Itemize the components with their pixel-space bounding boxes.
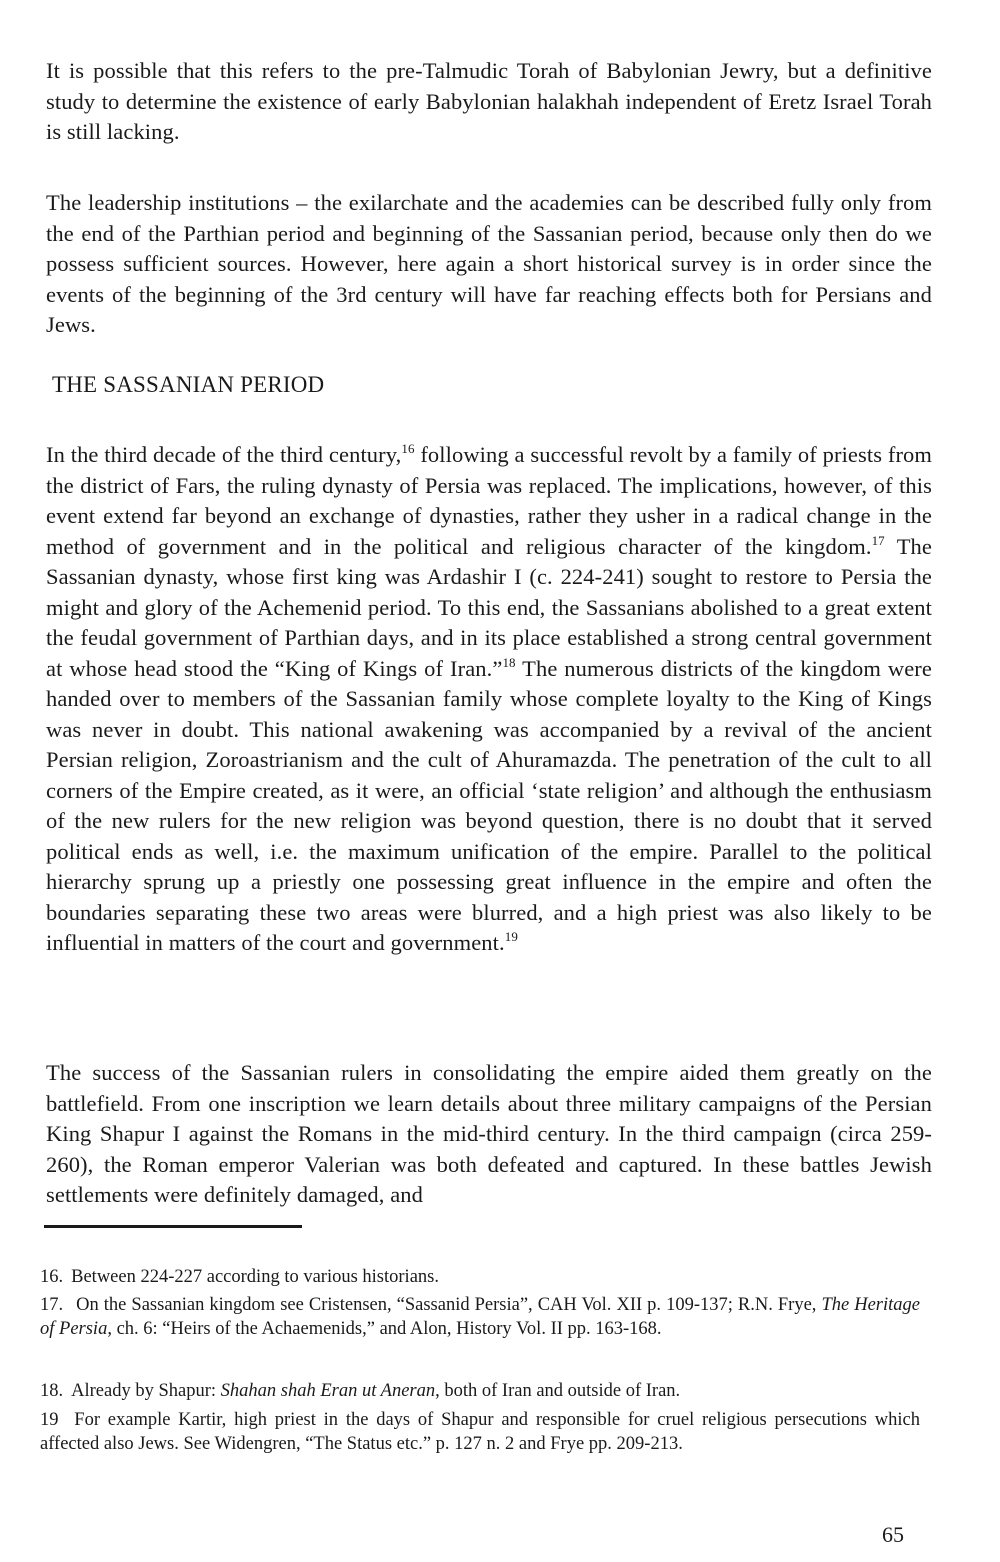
footnote-number: 17. bbox=[40, 1295, 64, 1315]
footnote-ref-16[interactable]: 16 bbox=[401, 441, 415, 456]
section-heading: THE SASSANIAN PERIOD bbox=[52, 372, 325, 397]
paragraph-sassanian-dynasty bbox=[46, 440, 932, 959]
footnote-text: , both of Iran and outside of Iran. bbox=[435, 1381, 681, 1401]
footnote-number: 16. bbox=[40, 1267, 64, 1287]
paragraph-text: In the third decade of the third century, bbox=[46, 442, 402, 467]
footnote-19 bbox=[40, 1409, 920, 1456]
book-title: The Heritage of Persia bbox=[40, 1295, 920, 1339]
footnote-text: Between 224-227 according to various historians. bbox=[71, 1267, 439, 1287]
footnote-18 bbox=[40, 1380, 920, 1404]
footnote-text: , ch. 6: “Heirs of the Achaemenids,” and Alon, History Vol. II pp. 163-168. bbox=[107, 1318, 662, 1339]
footnote-16 bbox=[40, 1266, 920, 1290]
paragraph-text: The numerous districts of the kingdom were handed over to members of the Sassanian family whose complete loyalty to the King of Kings was never in doubt. This national awakening was accompanied by a revival of the ancient Persian religion, Zoroastrianism and the cult of Ahuramazda. The penetration of the cult to all corners of the Empire created, as it were, an official ‘state religion’ and although the enthusiasm of the new rulers for the new religion was beyond question, there is no doubt that it served political ends as well, i.e. the maximum unification of the empire. Parallel to the political hierarchy sprung up a priestly one possessing great influence in the empire and often the boundaries separating these two areas were blurred, and a high priest was also likely to be influential in matters of the court and government. bbox=[46, 655, 932, 955]
page-number: 65 bbox=[882, 1522, 904, 1547]
footnote-text: On the Sassanian kingdom see Cristensen, “Sassanid Persia”, CAH Vol. XII p. 109-137; R.N. Frye, bbox=[76, 1295, 822, 1315]
paragraph-torah: It is possible that this refers to the pre-Talmudic Torah of Babylonian Jewry, but a definitive study to determine the existence of early Babylonian halakhah independent of Eretz Israel Torah is still lacking. bbox=[46, 58, 932, 144]
paragraph-leadership-institutions: The leadership institutions – the exilarchate and the academies can be described fully only from the end of the Parthian period and beginning of the Sassanian period, because only then do we possess sufficient sources. However, here again a short historical survey is in order since the events of the beginning of the 3rd century will have far reaching effects both for Persians and Jews. bbox=[46, 190, 932, 337]
footnote-number: 18. bbox=[40, 1381, 64, 1401]
footnote-ref-17[interactable]: 17 bbox=[871, 532, 885, 548]
footnote-text: Already by Shapur: bbox=[71, 1381, 221, 1401]
paragraph-military-campaigns: The success of the Sassanian rulers in consolidating the empire aided them greatly on the battlefield. From one inscription we learn details about three military campaigns of the Persian King Shapur I against the Romans in the mid-third century. In the third campaign (circa 259-260), the Roman emperor Valerian was both defeated and captured. In these battles Jewish settlements were definitely damaged, and bbox=[46, 1060, 932, 1207]
footnote-number: 19 bbox=[40, 1410, 59, 1430]
footnote-divider bbox=[44, 1225, 302, 1228]
persian-title: Shahan shah Eran ut Aneran bbox=[220, 1381, 436, 1401]
footnote-text: For example Kartir, high priest in the days of Shapur and responsible for cruel religious persecutions which affected also Jews. See Widengren, “The Status etc.” p. 127 n. 2 and Frye pp. 209-213. bbox=[40, 1410, 921, 1454]
footnote-ref-19[interactable]: 19 bbox=[504, 929, 518, 944]
footnote-17 bbox=[40, 1294, 920, 1341]
footnote-ref-18[interactable]: 18 bbox=[502, 654, 516, 670]
paragraph-text: The Sassanian dynasty, whose first king was Ardashir I (c. 224-241) sought to restore to Persia the might and glory of the Achemenid period. To this end, the Sassanians abolished to a great extent the feudal government of Parthian days, and in its place established a strong central government at whose head stood the “King of Kings of Iran.” bbox=[46, 533, 932, 681]
paragraph-text: following a successful revolt by a family of priests from the district of Fars, the ruling dynasty of Persia was replaced. The implications, however, of this event extend far beyond an exchange of dynasties, rather they usher in a radical change in the method of government and in the political and religious character of the kingdom. bbox=[46, 442, 932, 559]
